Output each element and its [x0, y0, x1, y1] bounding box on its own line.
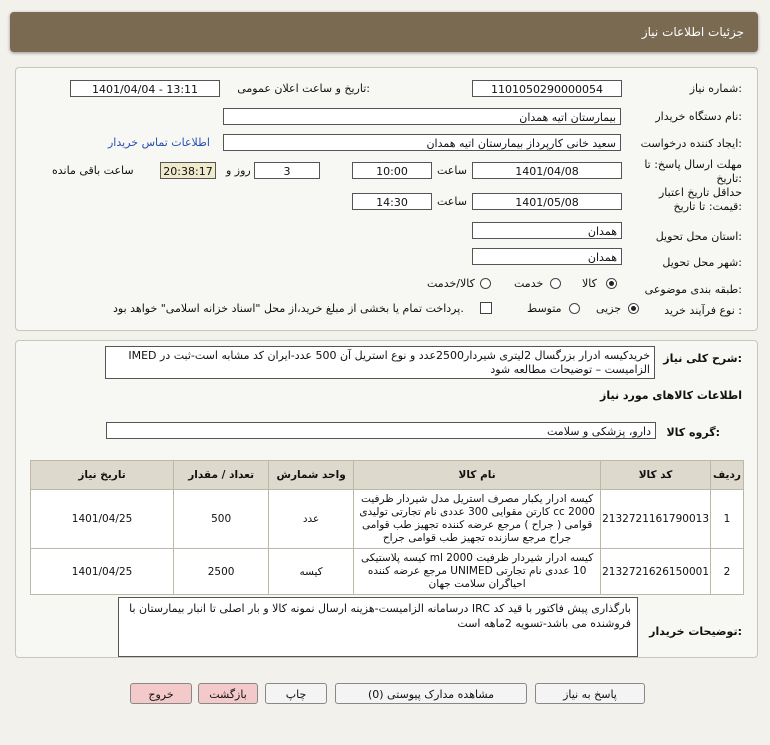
- announce-value: 1401/04/04 - 13:11: [70, 80, 220, 97]
- buyer-contact-link[interactable]: اطلاعات تماس خریدار: [108, 136, 210, 149]
- purchase-type-label: نوع فرآیند خرید :: [664, 304, 742, 317]
- days-remaining: 3: [254, 162, 320, 179]
- province-label: استان محل تحویل:: [655, 230, 742, 243]
- goods-group-label: گروه کالا:: [666, 426, 720, 439]
- purchase-minor-label: جزیی: [596, 302, 622, 315]
- need-number-label: شماره نیاز:: [689, 82, 742, 95]
- col-header-name: نام کالا: [354, 461, 601, 490]
- deadline-date: 1401/04/08: [472, 162, 622, 179]
- cell-code: 2132721161790013: [601, 490, 711, 549]
- creator-label: ایجاد کننده درخواست:: [640, 137, 742, 150]
- cell-qty: 500: [174, 490, 269, 549]
- cell-row: 1: [711, 490, 744, 549]
- min-validity-time-label: ساعت: [437, 195, 467, 208]
- treasury-checkbox[interactable]: [480, 302, 492, 314]
- province-value: همدان: [472, 222, 622, 239]
- cell-row: 2: [711, 549, 744, 595]
- page-header: [10, 12, 758, 52]
- deadline-label: مهلت ارسال پاسخ: تا تاریخ:: [644, 158, 742, 185]
- day-and-label: روز و: [226, 164, 251, 177]
- deadline-time: 10:00: [352, 162, 432, 179]
- col-header-unit: واحد شمارش: [269, 461, 354, 490]
- category-goods-label: کالا: [582, 277, 597, 290]
- col-header-qty: تعداد / مقدار: [174, 461, 269, 490]
- exit-button[interactable]: خروج: [130, 683, 192, 704]
- buyer-org-label: نام دستگاه خریدار:: [655, 110, 742, 123]
- category-service-label: خدمت: [514, 277, 544, 290]
- cell-name: کیسه ادرار یکبار مصرف استریل مدل شیردار ظرفیت cc 2000 کارتن مقوایی 300 عددی نام تجارتی تولیدی قوامی ( جراح ) مرجع عرضه کننده تجهیز طب قوامی جراح مرجع سازنده تجهیز طب قوامی جراح: [354, 490, 601, 549]
- category-service-radio[interactable]: [550, 278, 561, 289]
- description-label: شرح کلی نیاز:: [663, 352, 742, 365]
- remaining-label: ساعت باقی مانده: [52, 164, 134, 177]
- goods-section-title: اطلاعات کالاهای مورد نیاز: [600, 389, 742, 402]
- col-header-code: کد کالا: [601, 461, 711, 490]
- purchase-minor-radio[interactable]: [628, 303, 639, 314]
- category-goods-service-label: کالا/خدمت: [427, 277, 475, 290]
- print-button[interactable]: چاپ: [265, 683, 327, 704]
- purchase-medium-label: متوسط: [527, 302, 562, 315]
- min-validity-time: 14:30: [352, 193, 432, 210]
- col-header-date: تاریخ نیاز: [31, 461, 174, 490]
- purchase-medium-radio[interactable]: [569, 303, 580, 314]
- announce-label: تاریخ و ساعت اعلان عمومی:: [237, 82, 370, 95]
- cell-name: کیسه ادرار شیردار ظرفیت ml 2000 کیسه پلاستیکی 10 عددی نام تجارتی UNIMED مرجع عرضه کننده احیاگران سلامت جهان: [354, 549, 601, 595]
- buyer-org-value: بیمارستان اتیه همدان: [223, 108, 621, 125]
- table-header-row: [31, 461, 744, 490]
- table-row: [31, 490, 744, 549]
- category-goods-radio[interactable]: [606, 278, 617, 289]
- cell-date: 1401/04/25: [31, 490, 174, 549]
- description-text: خریدکیسه ادرار بزرگسال 2لیتری شیردار2500عدد و نوع استریل آن 500 عدد-ایران کد مشابه است-ثبت در IMED الزامیست – توضیحات مطالعه شود: [105, 346, 655, 379]
- cell-date: 1401/04/25: [31, 549, 174, 595]
- col-header-row: ردیف: [711, 461, 744, 490]
- table-row: [31, 549, 744, 595]
- category-goods-service-radio[interactable]: [480, 278, 491, 289]
- reply-button[interactable]: پاسخ به نیاز: [535, 683, 645, 704]
- back-button[interactable]: بازگشت: [198, 683, 258, 704]
- time-remaining: 20:38:17: [160, 162, 216, 179]
- cell-unit: کیسه: [269, 549, 354, 595]
- city-value: همدان: [472, 248, 622, 265]
- cell-qty: 2500: [174, 549, 269, 595]
- deadline-time-label: ساعت: [437, 164, 467, 177]
- buyer-notes-label: توضیحات خریدار:: [649, 625, 742, 638]
- min-validity-label: حداقل تاریخ اعتبار قیمت: تا تاریخ:: [658, 186, 742, 213]
- treasury-note: پرداخت تمام یا بخشی از مبلغ خرید،از محل "اسناد خزانه اسلامی" خواهد بود.: [113, 302, 464, 315]
- buyer-notes-text: بارگذاری پیش فاکتور با قید کد IRC درسامانه الزامیست-هزینه ارسال نمونه کالا و بار اصلی تا انبار بیمارستان با فروشنده می باشد-تسویه 2ماهه است: [118, 597, 638, 657]
- goods-table: [30, 460, 744, 595]
- view-attachments-button[interactable]: مشاهده مدارک پیوستی (0): [335, 683, 527, 704]
- category-label: طبقه بندی موضوعی:: [644, 283, 742, 296]
- min-validity-date: 1401/05/08: [472, 193, 622, 210]
- need-number-value: 1101050290000054: [472, 80, 622, 97]
- cell-code: 2132721626150001: [601, 549, 711, 595]
- cell-unit: عدد: [269, 490, 354, 549]
- city-label: شهر محل تحویل:: [662, 256, 742, 269]
- goods-group-value: دارو، پزشکی و سلامت: [106, 422, 656, 439]
- creator-value: سعید خانی کارپرداز بیمارستان اتیه همدان: [223, 134, 621, 151]
- page-title: جزئیات اطلاعات نیاز: [641, 25, 744, 39]
